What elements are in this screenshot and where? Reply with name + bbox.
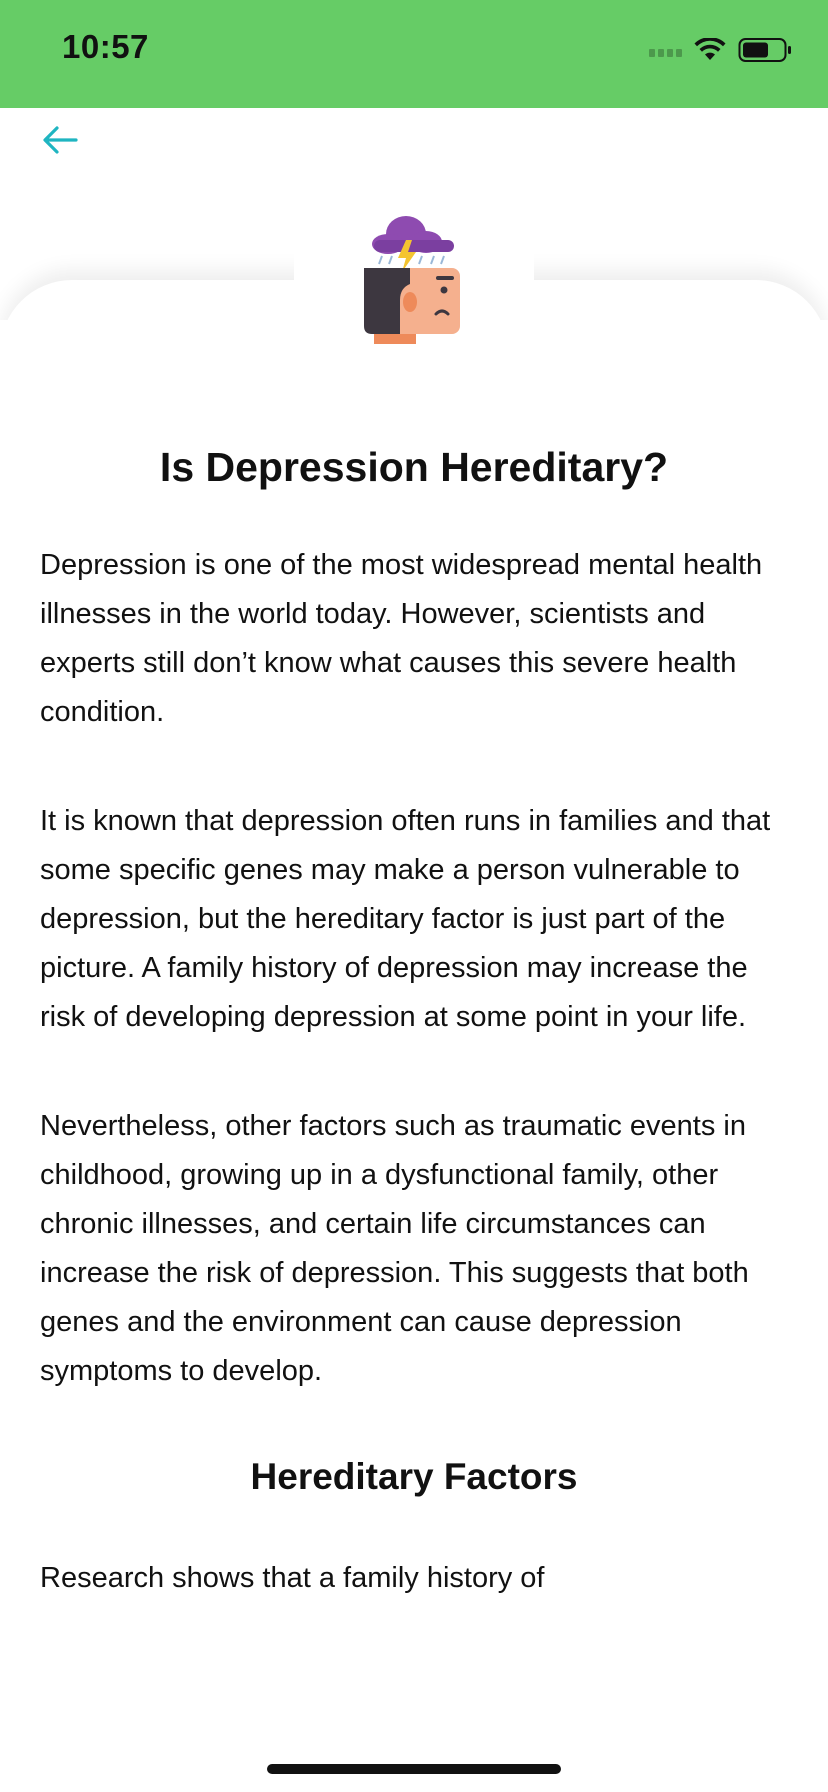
article-paragraph: It is known that depression often runs in families and that some specific genes may make a person vulnerable to depression, but the hereditary factor is just part of the picture. A family history of depression may increase the risk of developing depression at some point in your life. <box>40 805 771 1033</box>
article-paragraph: Research shows that a family history of <box>40 1562 545 1594</box>
article <box>40 430 788 1663</box>
wifi-icon <box>694 38 726 62</box>
header <box>0 108 828 178</box>
article-title: Is Depression Hereditary? <box>159 444 669 490</box>
back-button[interactable] <box>36 116 84 164</box>
home-indicator[interactable] <box>267 1764 561 1774</box>
status-time: 10:57 <box>62 28 149 65</box>
section-heading: Hereditary Factors <box>250 1456 578 1497</box>
article-paragraph: Nevertheless, other factors such as traumatic events in childhood, growing up in a dysfunctional family, other chronic illnesses, and certain life circumstances can increase the risk of depression. This suggests that both genes and the environment can cause depression symptoms to develop. <box>40 1110 749 1387</box>
depressed-person-storm-cloud-icon <box>364 210 468 350</box>
status-bar <box>0 0 828 108</box>
battery-icon <box>738 37 792 63</box>
article-paragraph: Depression is one of the most widespread mental health illnesses in the world today. However, scientists and experts still don’t know what causes this severe health condition. <box>40 549 763 728</box>
status-icons <box>649 36 792 64</box>
cellular-signal-icon <box>649 43 682 57</box>
arrow-left-icon <box>42 125 78 155</box>
